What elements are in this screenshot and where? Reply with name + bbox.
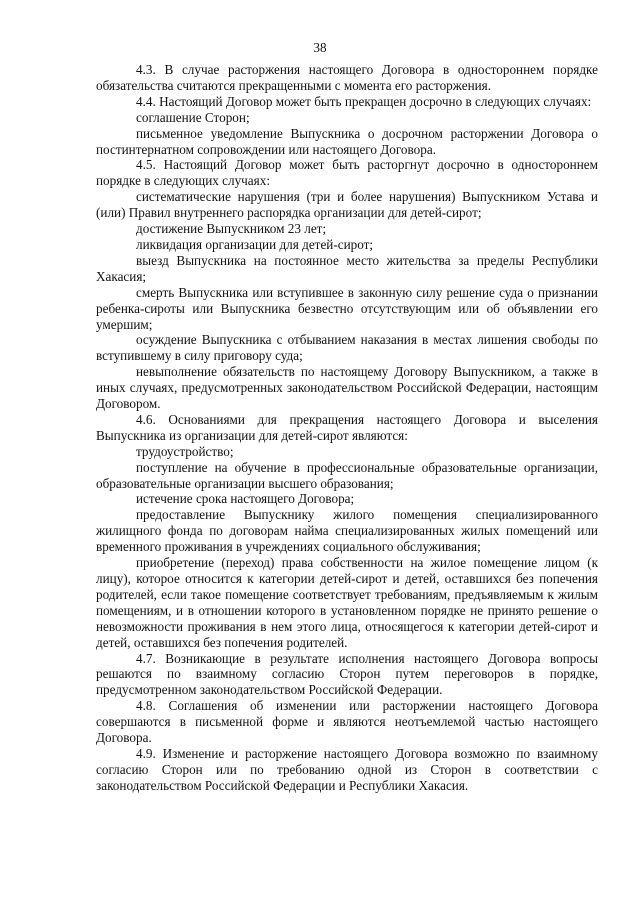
list-item-written-notice: письменное уведомление Выпускника о досрочном расторжении Договора о постинтернатном сопровождении или настоящего Договора. [96,125,598,157]
list-item-liquidation: ликвидация организации для детей-сирот; [136,236,374,252]
list-item-conviction: осуждение Выпускника с отбыванием наказания в местах лишения свободы по вступившему в силу приговору суда; [96,332,598,364]
paragraph-4-5: 4.5. Настоящий Договор может быть расторгнут досрочно в одностороннем порядке в следующих случаях: [96,157,598,189]
list-item-property-acquisition: приобретение (переход) права собственности на жилое помещение лицом (к лицу), которое относится к категории детей-сирот и детей, оставшихся без попечения родителей, если такое помещение соответствует требованиям, предъявляемым к жилым помещениям, и в отношении которого в установленном порядке не принято решение о невозможности проживания в нем этого лица, относящегося к категории детей-сирот и детей, оставшихся без попечения родителей. [96,555,598,650]
paragraph-4-4: 4.4. Настоящий Договор может быть прекращен досрочно в следующих случаях: [136,93,592,109]
list-item-age-23: достижение Выпускником 23 лет; [136,221,327,237]
list-item-agreement: соглашение Сторон; [136,109,250,125]
page-number: 38 [313,40,327,55]
paragraph-4-7: 4.7. Возникающие в результате исполнения настоящего Договора вопросы решаются по взаимному согласию Сторон путем переговоров в порядке, предусмотренном законодательством Российской Федерации. [96,650,598,698]
document-body [96,62,598,794]
paragraph-4-9: 4.9. Изменение и расторжение настоящего Договора возможно по взаимному согласию Сторон или по требованию одной из Сторон в соответствии с законодательством Российской Федерации и Республики Хакасия. [96,745,598,793]
paragraph-4-3: 4.3. В случае расторжения настоящего Договора в одностороннем порядке обязательства считаются прекращенными с момента его расторжения. [96,62,598,93]
paragraph-4-6: 4.6. Основаниями для прекращения настоящего Договора и выселения Выпускника из организации для детей-сирот являются: [96,411,598,443]
paragraph-4-8: 4.8. Соглашения об изменении или расторжении настоящего Договора совершаются в письменной форме и являются неотъемлемой частью настоящего Договора. [96,698,598,746]
list-item-enrollment: поступление на обучение в профессиональные образовательные организации, образовательные организации высшего образования; [96,459,598,491]
list-item-housing-provision: предоставление Выпускнику жилого помещения специализированного жилищного фонда по договорам найма специализированных жилых помещений или временного проживания в учреждениях социального обслуживания; [96,507,598,555]
list-item-employment: трудоустройство; [136,443,234,459]
list-item-non-fulfillment: невыполнение обязательств по настоящему Договору Выпускником, а также в иных случаях, предусмотренных законодательством Российской Федерации, настоящим Договором. [96,364,598,412]
list-item-expiry: истечение срока настоящего Договора; [136,491,355,507]
list-item-death: смерть Выпускника или вступившее в законную силу решение суда о признании ребенка-сироты или Выпускника безвестно отсутствующим или об объявлении его умершим; [96,284,598,332]
list-item-systematic-violations: систематические нарушения (три и более нарушения) Выпускником Устава и (или) Правил внутреннего распорядка организации для детей-сирот; [96,189,598,221]
list-item-relocation: выезд Выпускника на постоянное место жительства за пределы Республики Хакасия; [96,252,598,284]
